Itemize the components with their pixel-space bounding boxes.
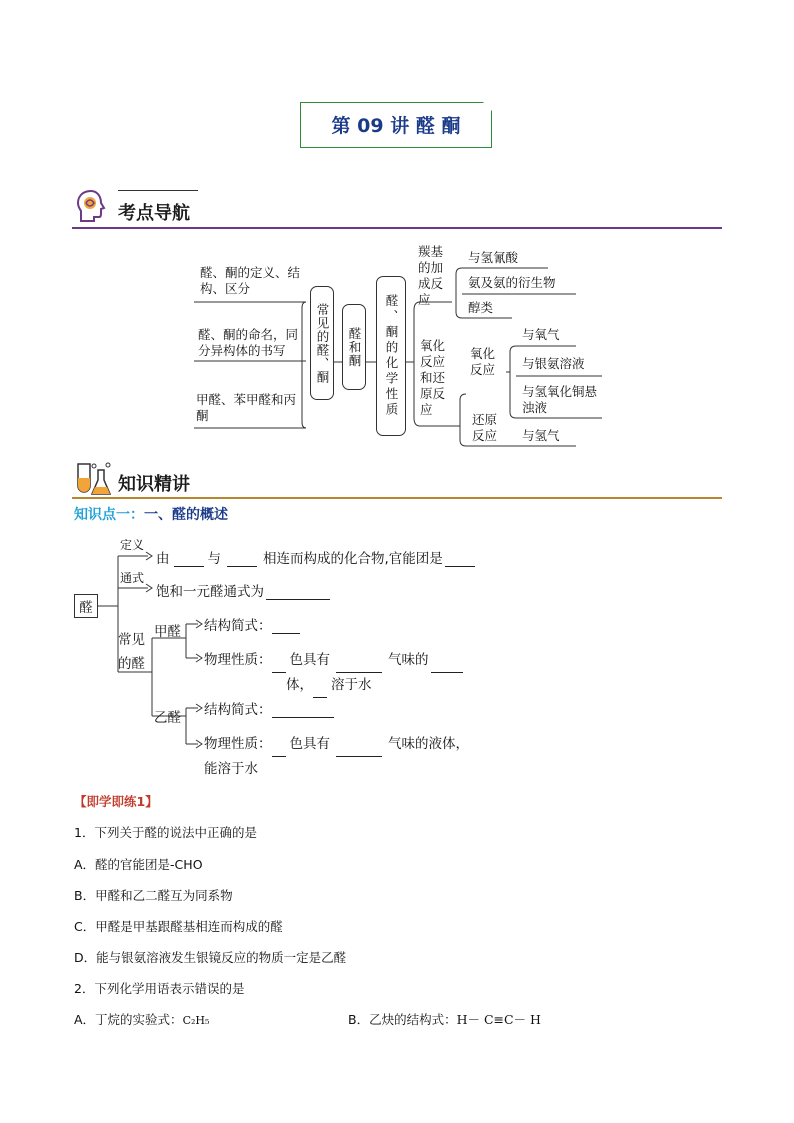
methanal-phys: 物理性质： 色具有 气味的 体， 溶于水 bbox=[204, 648, 514, 698]
mindmap-left-3: 甲醛、苯甲醛和丙酮 bbox=[196, 392, 297, 423]
oxidation-label: 氧化反应 bbox=[470, 346, 496, 377]
group1-item-3: 醇类 bbox=[468, 300, 494, 315]
def-label: 定义 bbox=[120, 538, 145, 552]
practice-title: 【即学即练1】 bbox=[74, 794, 158, 809]
q2-option-b: B．乙炔的结构式：H－ C≡C－ H bbox=[348, 1012, 541, 1027]
methanal-label: 甲醛 bbox=[154, 624, 181, 640]
oxidation-item-3: 与氢氧化铜悬浊液 bbox=[522, 384, 598, 415]
knowledge-heading: 知识点一：一、醛的概述 bbox=[74, 507, 228, 523]
section-rule-2 bbox=[72, 497, 722, 499]
pill-common-aldehyde-ketone: 常见的醛、酮 bbox=[310, 286, 334, 400]
formula-label: 通式 bbox=[120, 571, 145, 585]
methanal-struct: 结构简式： bbox=[204, 614, 300, 634]
q2-option-a: A．丁烷的实验式：C₂H₅ bbox=[74, 1012, 210, 1027]
question-2: 2．下列化学用语表示错误的是 bbox=[74, 981, 245, 996]
q1-option-d: D．能与银氨溶液发生银镜反应的物质一定是乙醛 bbox=[74, 950, 347, 965]
page-title: 第 09 讲 醛 酮 bbox=[331, 115, 461, 137]
section-title-knowledge: 知识精讲 bbox=[118, 474, 190, 495]
reduction-label: 还原反应 bbox=[472, 412, 498, 443]
common-label: 常见的醛 bbox=[118, 632, 145, 672]
q1-option-c: C．甲醛是甲基跟醛基相连而构成的醛 bbox=[74, 919, 283, 934]
root-label: 醛 bbox=[79, 600, 93, 616]
mindmap-left-1: 醛、酮的定义、结构、区分 bbox=[200, 265, 301, 296]
question-1: 1．下列关于醛的说法中正确的是 bbox=[74, 825, 257, 840]
group1-item-1: 与氢氰酸 bbox=[468, 250, 519, 265]
oxidation-item-1: 与氧气 bbox=[522, 327, 560, 342]
ethanal-label: 乙醛 bbox=[154, 710, 181, 726]
oxidation-item-2: 与银氨溶液 bbox=[522, 356, 585, 371]
q1-option-b: B．甲醛和乙二醛互为同系物 bbox=[74, 888, 233, 903]
pill-aldehyde-and-ketone: 醛和酮 bbox=[342, 304, 366, 390]
flask-icon bbox=[72, 460, 112, 498]
group1-label: 羰基的加成反应 bbox=[418, 244, 444, 307]
mindmap-left-2: 醛、酮的命名，同分异构体的书写 bbox=[198, 327, 299, 358]
pill-chemical-properties: 醛、酮的化学性质 bbox=[376, 276, 406, 436]
reduction-item-1: 与氢气 bbox=[522, 428, 560, 443]
q1-option-a: A．醛的官能团是-CHO bbox=[74, 857, 203, 872]
ethanal-struct: 结构简式： bbox=[204, 698, 334, 718]
root-box bbox=[74, 594, 98, 618]
ethanal-phys: 物理性质： 色具有 气味的液体， 能溶于水 bbox=[204, 736, 469, 777]
group2-label: 氧化反应和还原反应 bbox=[420, 338, 446, 417]
formula-text: 饱和一元醛通式为 bbox=[156, 580, 330, 600]
group1-item-2: 氨及氨的衍生物 bbox=[468, 275, 556, 290]
def-text: 由 与 相连而构成的化合物,官能团是 bbox=[156, 547, 475, 567]
section-title-nav: 考点导航 bbox=[118, 203, 190, 224]
